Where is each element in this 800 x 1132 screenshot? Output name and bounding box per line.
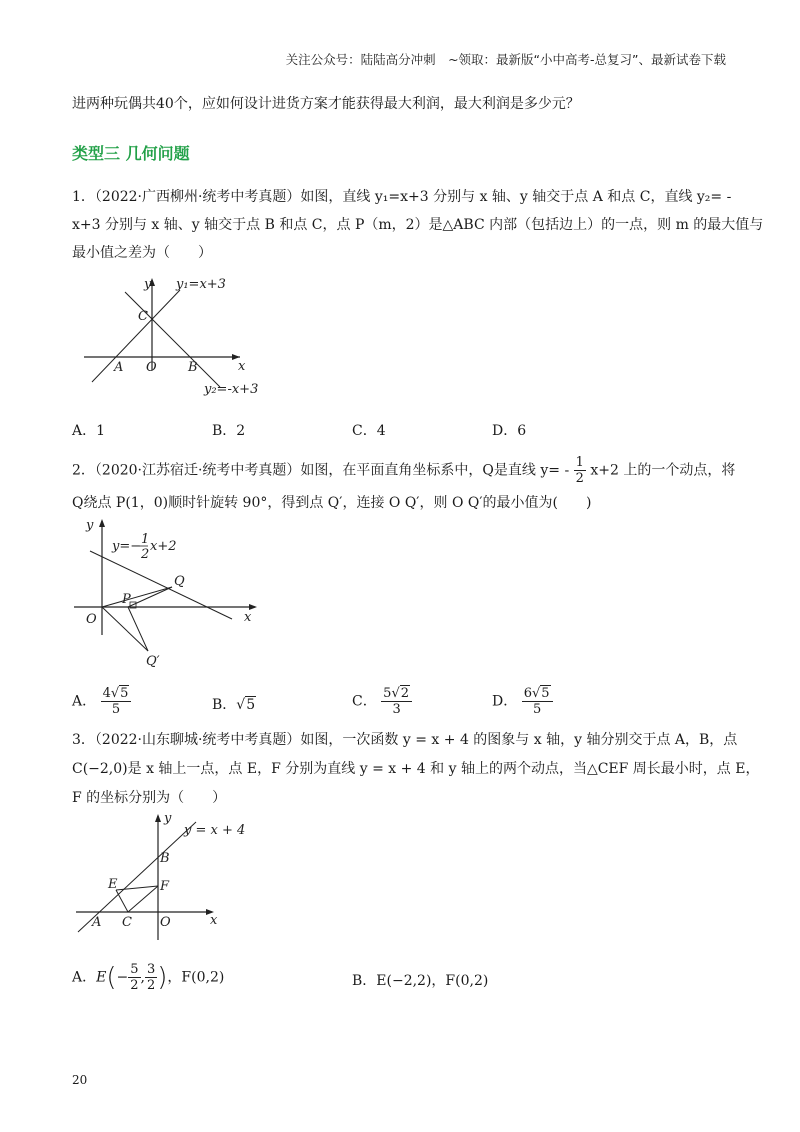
q2-line	[90, 551, 232, 619]
q1-label-y: y	[144, 277, 152, 292]
q2-label-y: y	[86, 518, 94, 533]
q1-label-y2: y₂=-x+3	[204, 382, 259, 397]
q2-label-eq-pre: y=−	[112, 539, 142, 554]
q1-label-O: O	[146, 360, 157, 375]
q1-label-y1: y₁=x+3	[176, 277, 226, 292]
q3-line-3: F 的坐标分别为（ ）	[72, 790, 227, 806]
q2-label-eq-num: 1	[141, 532, 150, 547]
q2-option-c[interactable]: C． $\frac{5√2}{3}$	[352, 686, 412, 717]
q3-y-arrow	[155, 814, 161, 822]
q3-label-B: B	[160, 851, 170, 866]
q3-segment-EF	[116, 886, 158, 890]
q2-segment-PQp	[128, 607, 148, 651]
q1-line-2: x+3 分别与 x 轴、y 轴交于点 B 和点 C，点 P（m，2）是△ABC 内部（包括边上）的一点，则 m 的最大值与	[72, 217, 764, 233]
q3-label-x: x	[210, 913, 218, 928]
q2-option-d[interactable]: D． $\frac{6√5}{5}$	[492, 686, 553, 717]
q2-y-arrow	[99, 519, 105, 527]
q2-line-1-pre: 2．（2020·江苏宿迁·统考中考真题）如图，在平面直角坐标系中，Q是直线 y= -	[72, 462, 570, 479]
q3-label-C: C	[122, 915, 132, 930]
q3-label-eq: y = x + 4	[184, 823, 246, 838]
q2-line-1-fraction: $\frac{1}{2}$	[575, 455, 584, 486]
q2-option-b[interactable]: B．√5	[212, 697, 256, 713]
q1-option-c[interactable]: C．4	[352, 423, 386, 439]
q1-option-d[interactable]: D．6	[492, 423, 527, 439]
q3-figure	[72, 808, 272, 948]
q3-option-a[interactable]: A．E(− $\frac{5}{2}$ , $\frac{3}{2}$ )，F(0,2)	[72, 962, 225, 993]
q3-label-y: y	[164, 811, 172, 826]
q2-segment-OQp	[102, 607, 148, 651]
q2-label-eq-post: x+2	[150, 539, 177, 554]
q2-label-O: O	[86, 612, 97, 627]
q2-segment-PQ	[128, 587, 172, 607]
q1-option-b[interactable]: B．2	[212, 423, 246, 439]
q2-figure	[70, 515, 270, 675]
q2-label-P: P	[122, 592, 131, 607]
intro-text: 进两种玩偶共40个，应如何设计进货方案才能获得最大利润，最大利润是多少元？	[72, 96, 580, 112]
page-header: 关注公众号：陆陆高分冲刺 ~领取：最新版“小中高考-总复习”、最新试卷下载	[285, 52, 726, 67]
q3-line-1: 3．（2022·山东聊城·统考中考真题）如图，一次函数 y = x + 4 的图象与 x 轴，y 轴分别交于点 A，B，点	[72, 732, 738, 748]
q3-label-E: E	[108, 877, 118, 892]
q1-label-x: x	[238, 359, 246, 374]
q2-label-x: x	[244, 610, 252, 625]
q3-label-F: F	[160, 879, 170, 894]
q1-line-1: 1．（2022·广西柳州·统考中考真题）如图，直线 y₁=x+3 分别与 x 轴、y 轴交于点 A 和点 C，直线 y₂= -	[72, 189, 732, 205]
q2-label-eq-den: 2	[141, 547, 150, 562]
q3-line-2: C(−2,0)是 x 轴上一点，点 E，F 分别为直线 y = x + 4 和 y 轴上的两个动点，当△CEF 周长最小时，点 E，	[72, 761, 760, 777]
page-number: 20	[72, 1073, 88, 1087]
q3-label-O: O	[160, 915, 171, 930]
q2-label-Qp: Q′	[146, 654, 160, 669]
q2-line-1	[72, 455, 735, 486]
q1-label-A: A	[114, 360, 124, 375]
q3-label-A: A	[92, 915, 102, 930]
q2-segment-OQ	[102, 587, 172, 607]
q1-line-3: 最小值之差为（ ）	[72, 245, 212, 261]
q3-option-b[interactable]: B．E(−2,2)，F(0,2)	[352, 973, 489, 989]
q2-line-2: Q绕点 P(1，0)顺时针旋转 90°，得到点 Q′，连接 O Q′，则 O Q′的最小值为( )	[72, 495, 592, 511]
q1-line-y2	[125, 292, 220, 387]
q2-option-a[interactable]: A． $\frac{4√5}{5}$	[72, 686, 131, 717]
q1-option-a[interactable]: A．1	[72, 423, 106, 439]
q1-label-C: C	[138, 309, 148, 324]
q3-segment-CF	[128, 886, 158, 912]
q2-label-Q: Q	[174, 574, 185, 589]
q1-figure	[80, 270, 280, 402]
q3-segment-CE	[116, 890, 128, 912]
q1-label-B: B	[188, 360, 198, 375]
q2-line-1-post: x+2 上的一个动点，将	[590, 462, 736, 479]
q1-line-y1	[92, 290, 180, 382]
section-title: 类型三 几何问题	[72, 144, 190, 163]
